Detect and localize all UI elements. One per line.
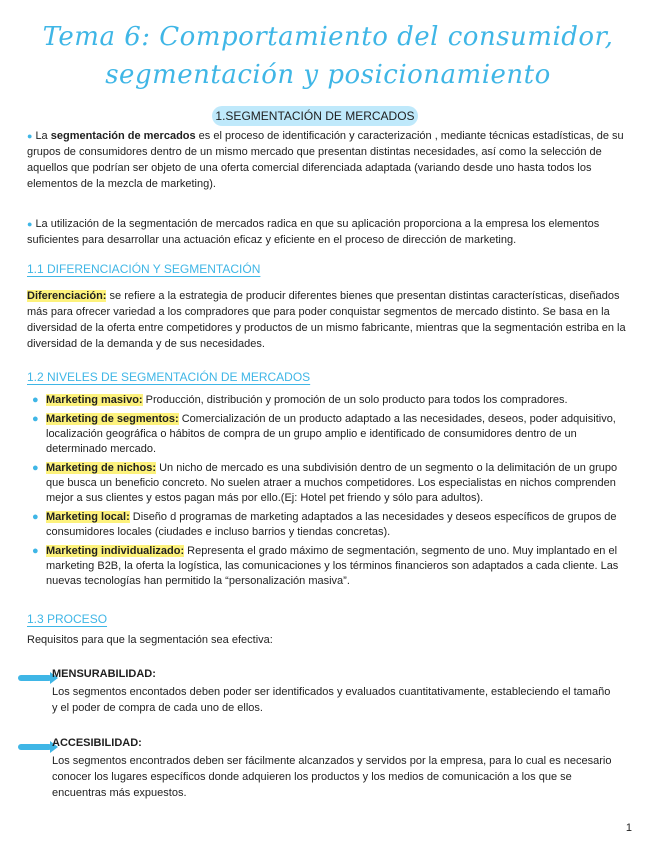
subheading-proceso: 1.3 PROCESO xyxy=(27,612,108,626)
paragraph-segmentacion-utilidad xyxy=(27,216,631,248)
bullet-dot-icon: ● xyxy=(27,219,33,229)
page-number: 1 xyxy=(625,822,632,834)
bullet-dot-icon: ● xyxy=(27,131,33,141)
highlighted-term: Marketing masivo: xyxy=(46,394,143,406)
section-heading-segmentacion: 1.SEGMENTACIÓN DE MERCADOS xyxy=(212,106,418,126)
bullet-dot-icon: ● xyxy=(32,394,39,406)
title-line-1: Tema 6: Comportamiento del consumidor, xyxy=(42,22,614,52)
list-item-text: Producción, distribución y promoción de un solo producto para todos los compradores. xyxy=(142,394,568,406)
highlighted-term: Diferenciación: xyxy=(27,290,107,302)
proceso-intro: Requisitos para que la segmentación sea efectiva: xyxy=(27,634,273,646)
requirement-title-mensurabilidad: MENSURABILIDAD: xyxy=(52,668,156,680)
list-item xyxy=(30,461,624,506)
highlighted-term: Marketing local: xyxy=(46,511,130,523)
paragraph-text: es el proceso de identificación y caracterización , mediante técnicas estadísticas, de su grupos de consumidores dentro de un mismo mercado que presentan distintas necesidades, así como la selección de aquellos que podrían ser objeto de una oferta comercial diferenciada adaptada (variando desde uno hasta todos los elementos de la mezcla de marketing). xyxy=(27,130,624,190)
list-item-text: Un nicho de mercado es una subdivisión dentro de un segmento o la delimitación de un grupo que busca un beneficio concreto. No suelen atraer a muchos competidores. Los especialistas en nichos comprenden mejor a sus clientes y estos pagan más por ello.(Ej: Hotel pet friendo y sólo para adultos). xyxy=(46,462,618,504)
list-item xyxy=(30,510,624,540)
arrow-right-icon xyxy=(18,675,52,681)
requirement-body-mensurabilidad: Los segmentos encontados deben poder ser identificados y evaluados cuantitativamente, estableciendo el tamaño y el poder de compra de cada uno de ellos. xyxy=(52,686,611,714)
list-item xyxy=(30,412,624,457)
highlighted-term: Marketing individualizado: xyxy=(46,545,185,557)
highlighted-term: Marketing de segmentos: xyxy=(46,413,179,425)
paragraph-text: La utilización de la segmentación de mercados radica en que su aplicación proporciona a la empresa los elementos suficientes para desarrollar una actuación eficaz y eficiente en el proceso de dirección de marketing. xyxy=(27,218,600,246)
requirement-body-accesibilidad: Los segmentos encontrados deben ser fácilmente alcanzados y servidos por la empresa, para lo cual es necesario conocer los lugares específicos donde adquieren los productos y los medios de comunicación a los que se encuentras más expuestos. xyxy=(52,755,612,799)
subheading-diferenciacion: 1.1 DIFERENCIACIÓN Y SEGMENTACIÓN xyxy=(27,262,261,276)
title-line-2: segmentación y posicionamiento xyxy=(105,60,551,90)
bullet-dot-icon: ● xyxy=(32,511,39,523)
highlighted-term: Marketing de nichos: xyxy=(46,462,157,474)
list-item xyxy=(30,393,624,408)
list-item-text: Comercialización de un producto adaptado a las necesidades, deseos, poder adquisitivo, localización geográfica o hábitos de compra de un grupo amplio e identificado de consumidores dentro de un determinado mercado. xyxy=(46,413,616,455)
paragraph-diferenciacion xyxy=(27,288,631,352)
list-niveles-segmentacion xyxy=(30,393,624,593)
requirement-title-accesibilidad: ACCESIBILIDAD: xyxy=(52,737,142,749)
bullet-dot-icon: ● xyxy=(32,413,39,425)
bullet-dot-icon: ● xyxy=(32,462,39,474)
bullet-dot-icon: ● xyxy=(32,545,39,557)
list-item-text: Diseño d programas de marketing adaptados a las necesidades y deseos específicos de grupos de consumidores locales (ciudades e incluso barrios y tiendas concretas). xyxy=(46,511,617,538)
list-item xyxy=(30,544,624,589)
bold-term: segmentación de mercados xyxy=(50,130,196,142)
list-item-text: Representa el grado máximo de segmentación, segmento de uno. Muy implantado en el marketing B2B, la oferta la logística, las comunicaciones y los términos financieros son adaptados a cada cliente. Las nuevas tecnologías han permitido la “personalización masiva”. xyxy=(46,545,619,587)
arrow-right-icon xyxy=(18,744,52,750)
paragraph-segmentacion-definition xyxy=(27,128,631,192)
subheading-niveles: 1.2 NIVELES DE SEGMENTACIÓN DE MERCADOS xyxy=(27,370,311,384)
paragraph-text: La xyxy=(35,130,51,142)
paragraph-text: se refiere a la estrategia de producir diferentes bienes que presentan distintas características, diseñados más para ofrecer variedad a los compradores que para poder conquistar segmentos de mercado distinto. Se basa en la diversidad de la oferta entre competidores y productos de un mismo fabricante, mientras que la segmentación estriba en la diversidad de la demanda y de sus necesidades. xyxy=(27,290,626,350)
